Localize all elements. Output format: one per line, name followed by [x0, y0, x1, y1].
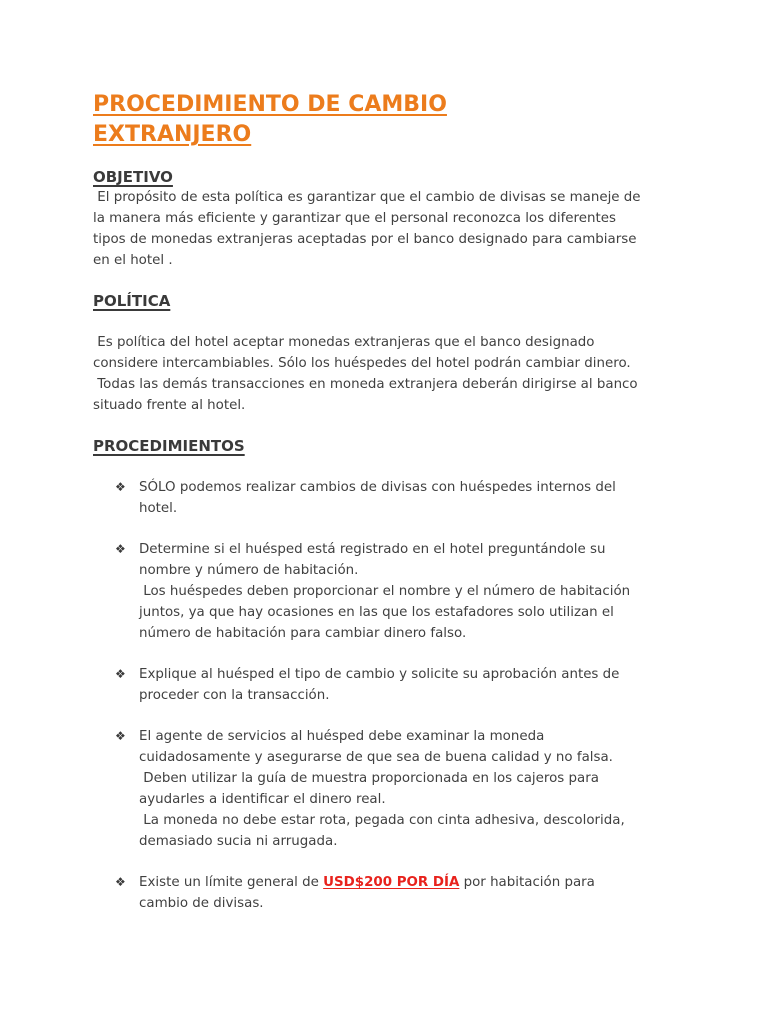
- politica-heading: POLÍTICA: [93, 292, 171, 310]
- document-title: [93, 90, 693, 150]
- daily-limit-highlight: USD$200 POR DÍA: [323, 875, 460, 890]
- list-item-text: SÓLO podemos realizar cambios de divisas con huéspedes internos del hotel.: [139, 480, 616, 516]
- objetivo-text: El propósito de esta política es garantizar que el cambio de divisas se maneje de la manera más eficiente y garantizar que el personal reconozca los diferentes tipos de monedas extranjeras aceptadas por el banco designado para cambiarse en el hotel .: [93, 190, 641, 268]
- list-item: [93, 726, 693, 852]
- title-line-2: EXTRANJERO: [93, 122, 252, 147]
- diamond-bullet-icon: ❖: [115, 480, 126, 494]
- diamond-bullet-icon: ❖: [115, 729, 126, 743]
- list-item-text: [139, 872, 693, 914]
- list-item-text: El agente de servicios al huésped debe examinar la moneda cuidadosamente y asegurarse de que sea de buena calidad y no falsa. Deben utilizar la guía de muestra proporcionada en los cajeros para ayudarles a identificar el dinero real. La moneda no debe estar rota, pegada con cinta adhesiva, descolorida, demasiado sucia ni arrugada.: [139, 729, 625, 849]
- objetivo-heading: OBJETIVO: [93, 168, 173, 186]
- list-item: [93, 539, 693, 644]
- procedimientos-heading: PROCEDIMIENTOS: [93, 437, 245, 455]
- limit-text-before: Existe un límite general de: [139, 875, 324, 890]
- list-item: [93, 477, 693, 519]
- list-item: [93, 872, 693, 914]
- procedimientos-list: [93, 477, 693, 914]
- list-item-text: Explique al huésped el tipo de cambio y solicite su aprobación antes de proceder con la transacción.: [139, 667, 620, 703]
- title-line-1: PROCEDIMIENTO DE CAMBIO: [93, 92, 447, 117]
- politica-text: Es política del hotel aceptar monedas extranjeras que el banco designado considere intercambiables. Sólo los huéspedes del hotel podrán cambiar dinero. Todas las demás transacciones en moneda extranjera deberán dirigirse al banco situado frente al hotel.: [93, 335, 638, 413]
- list-item-text: Determine si el huésped está registrado en el hotel preguntándole su nombre y número de habitación. Los huéspedes deben proporcionar el nombre y el número de habitación juntos, ya que hay ocasiones en las que los estafadores solo utilizan el número de habitación para cambiar dinero falso.: [139, 542, 631, 641]
- diamond-bullet-icon: ❖: [115, 542, 126, 556]
- diamond-bullet-icon: ❖: [115, 875, 126, 889]
- limit-text-after: por habitación para cambio de divisas.: [139, 875, 595, 911]
- document-page: [93, 90, 693, 934]
- list-item: [93, 664, 693, 706]
- diamond-bullet-icon: ❖: [115, 667, 126, 681]
